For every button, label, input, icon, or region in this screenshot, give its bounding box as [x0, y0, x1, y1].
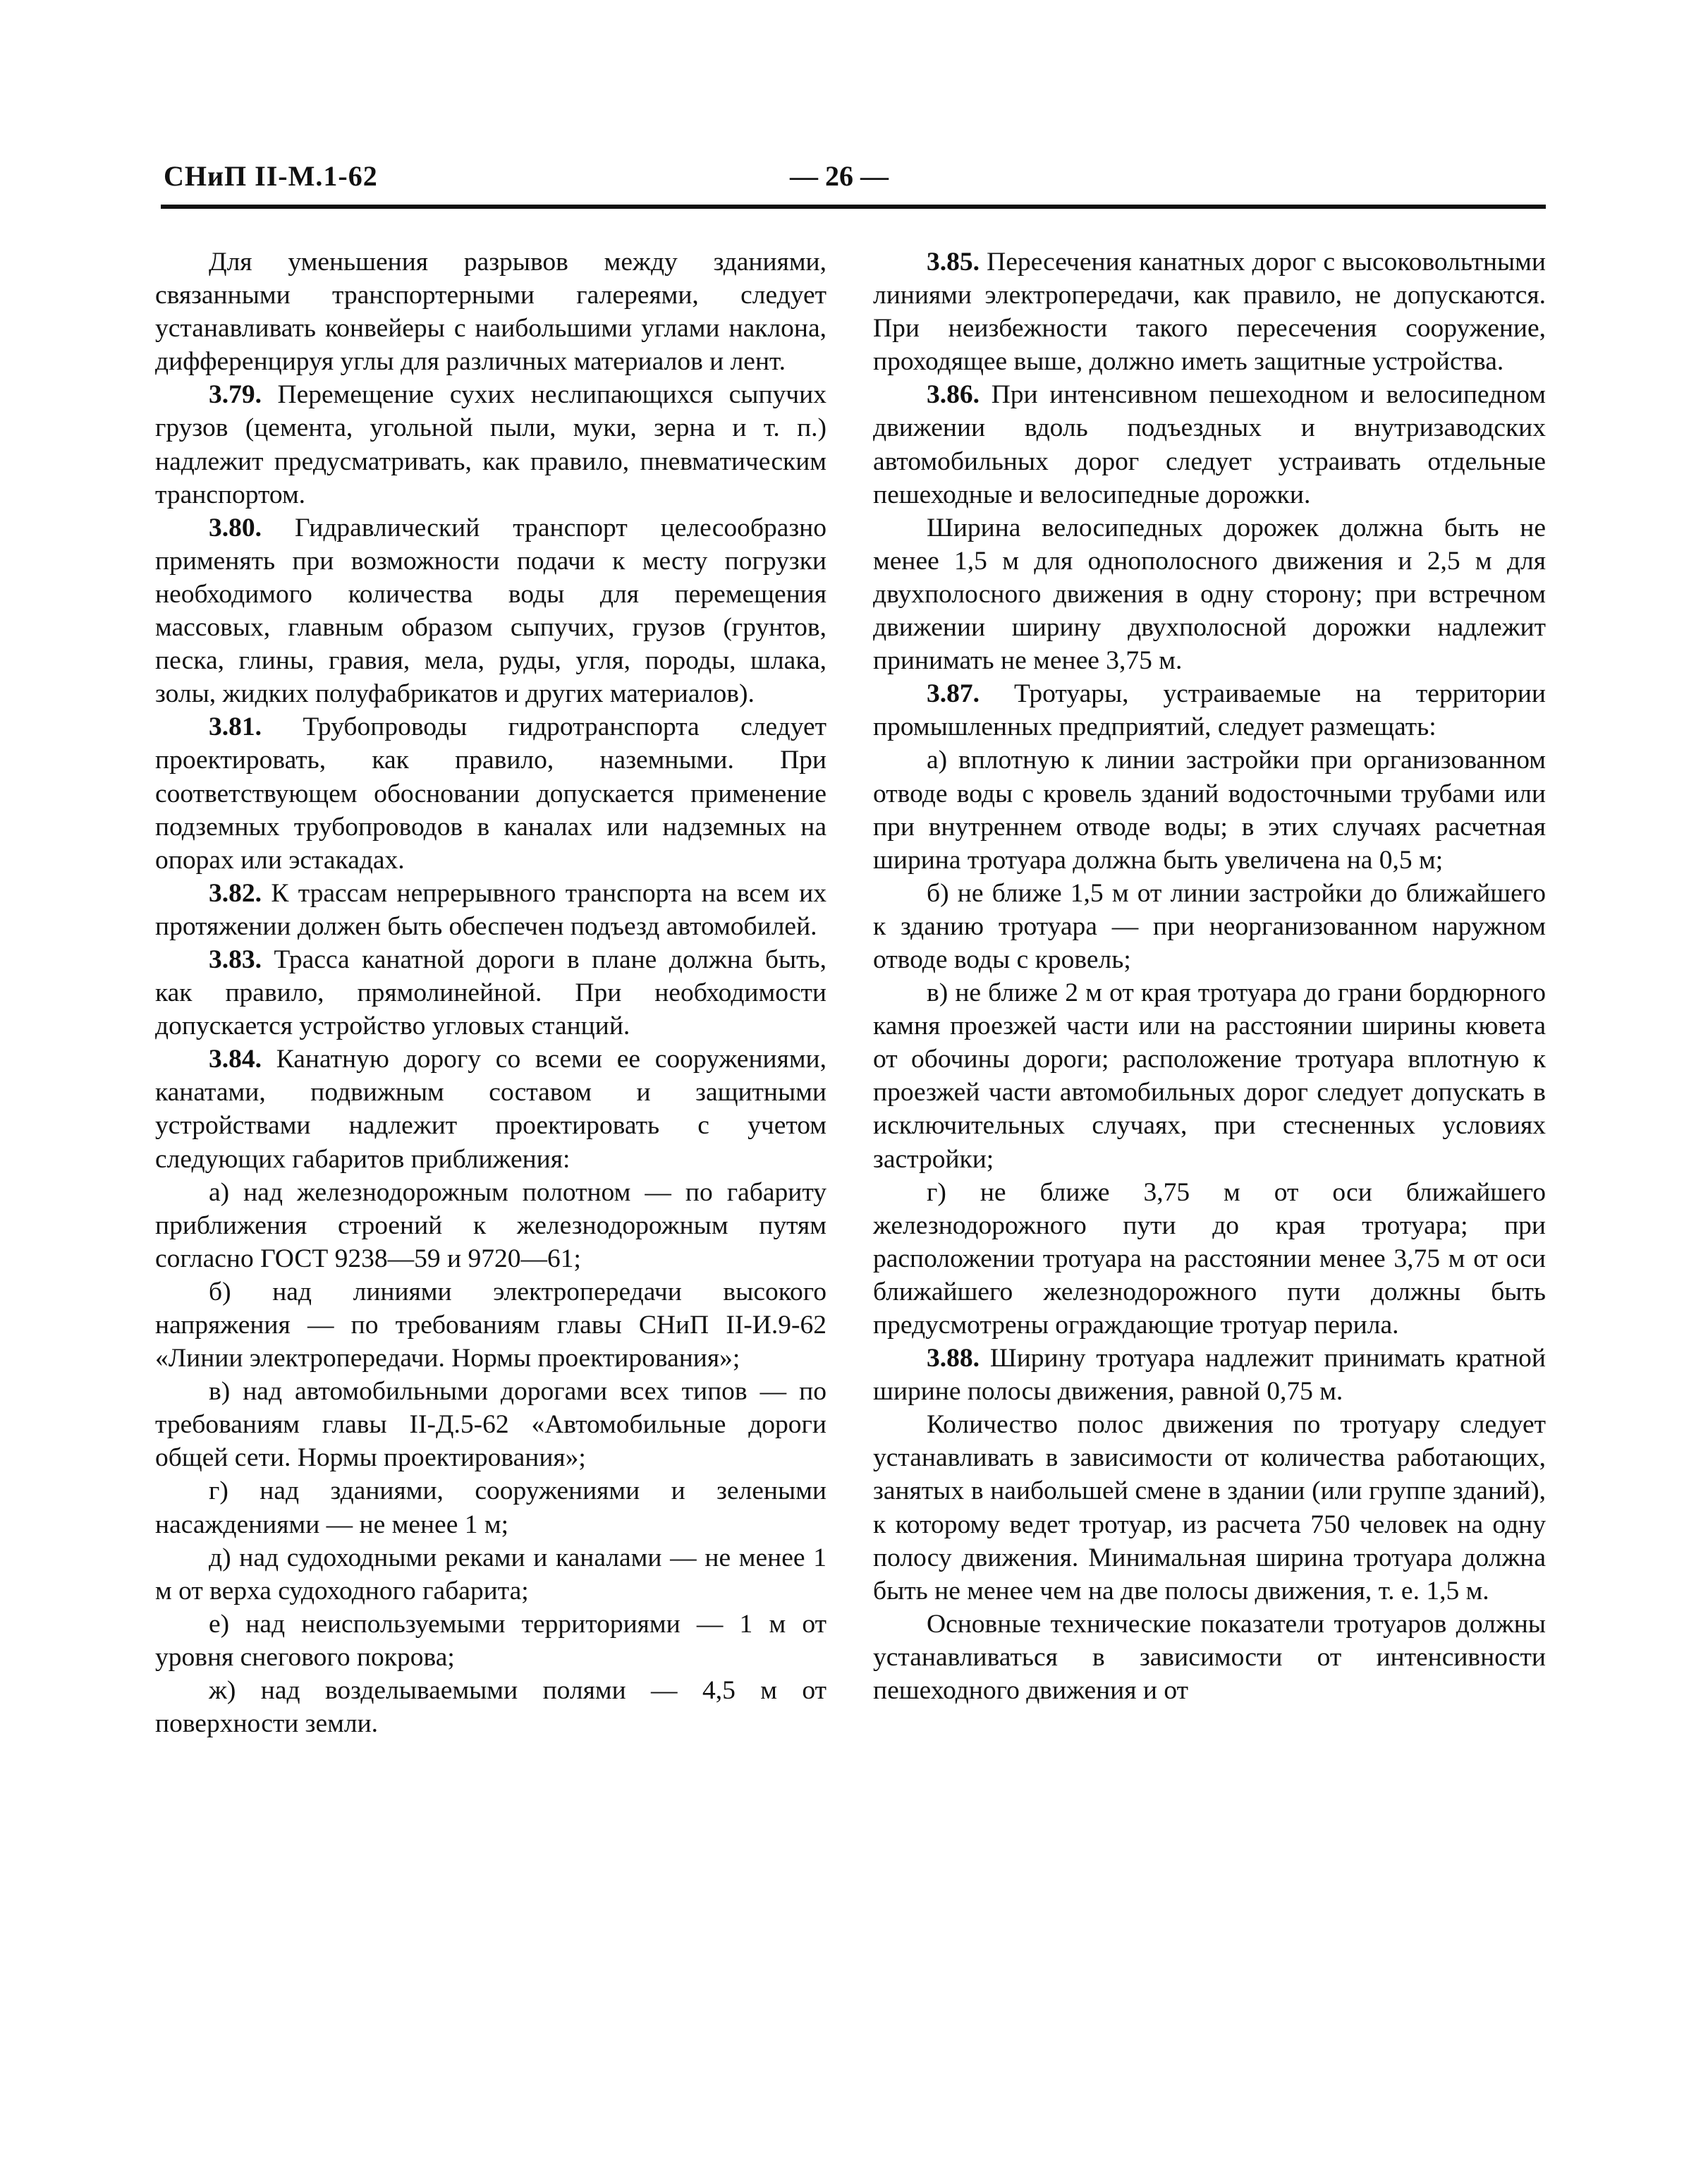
clause-number: 3.88.: [927, 1344, 980, 1373]
paragraph-text: Перемещение сухих неслипающихся сыпучих грузов (цемента, угольной пыли, муки, зерна и т. п.) надлежит предусматривать, как правило, пневматическим транспортом.: [155, 380, 826, 509]
paragraph: [155, 378, 826, 511]
paragraph: [873, 1408, 1546, 1608]
paragraph-text: а) над железнодорожным полотном — по габариту приближения строений к железнодорожным путям согласно ГОСТ 9238—59 и 9720—61;: [155, 1177, 826, 1273]
clause-number: 3.83.: [209, 945, 262, 974]
list-item: [155, 1541, 826, 1608]
paragraph: [873, 378, 1546, 511]
paragraph: [155, 511, 826, 711]
paragraph: [155, 877, 826, 943]
header-rule: [161, 205, 1546, 209]
paragraph-text: ж) над возделываемыми полями — 4,5 м от поверхности земли.: [155, 1676, 826, 1739]
list-item: [873, 1176, 1546, 1342]
clause-number: 3.81.: [209, 712, 262, 742]
paragraph-text: г) не ближе 3,75 м от оси ближайшего железнодорожного пути до края тротуара; при расположении тротуара на расстоянии менее 3,75 м от оси ближайшего железнодорожного пути должны быть предусмотрены ограждающие тротуар перила.: [873, 1177, 1546, 1340]
paragraph-text: Ширина велосипедных дорожек должна быть не менее 1,5 м для однополосного движения и 2,5 м для двухполосного движения в одну сторону; при встречном движении ширину двухполосной дорожки надлежит принимать не менее 3,75 м.: [873, 513, 1546, 676]
page-number: — 26 —: [790, 160, 889, 192]
paragraph-text: б) над линиями электропередачи высокого напряжения — по требованиям главы СНиП II-И.9-62 «Линии электропередачи. Нормы проектирования»;: [155, 1277, 826, 1373]
list-item: [873, 743, 1546, 876]
paragraph: [155, 943, 826, 1043]
list-item: [873, 877, 1546, 976]
paragraph: [873, 1608, 1546, 1707]
clause-number: 3.82.: [209, 878, 262, 908]
paragraph-text: д) над судоходными реками и каналами — не менее 1 м от верха судоходного габарита;: [155, 1543, 826, 1605]
paragraph-text: Количество полос движения по тротуару следует устанавливать в зависимости от количества работающих, занятых в наибольшей смене в здании (или группе зданий), к которому ведет тротуар, из расчета 750 человек на одну полосу движения. Минимальная ширина тротуара должна быть не менее чем на две полосы движения, т. е. 1,5 м.: [873, 1410, 1546, 1605]
paragraph-text: Основные технические показатели тротуаров должны устанавливаться в зависимости от интенсивности пешеходного движения и от: [873, 1609, 1546, 1706]
clause-number: 3.85.: [927, 248, 980, 277]
paragraph: [873, 1342, 1546, 1408]
paragraph-text: в) над автомобильными дорогами всех типов — по требованиям главы II-Д.5-62 «Автомобильные дороги общей сети. Нормы проектирования»;: [155, 1377, 826, 1473]
paragraph: [155, 1043, 826, 1175]
paragraph-text: е) над неиспользуемыми территориями — 1 м от уровня снегового покрова;: [155, 1609, 826, 1672]
paragraph-text: Трасса канатной дороги в плане должна быть, как правило, прямолинейной. При необходимости допускается устройство угловых станций.: [155, 945, 826, 1041]
list-item: [155, 1275, 826, 1375]
paragraph-text: Гидравлический транспорт целесообразно применять при возможности подачи к месту погрузки необходимого количества воды для перемещения массовых, главным образом сыпучих, грузов (грунтов, песка, глины, гравия, мела, руды, угля, породы, шлака, золы, жидких полуфабрикатов и других материалов).: [155, 513, 826, 709]
page-header: [164, 159, 1544, 202]
paragraph: [873, 245, 1546, 378]
paragraph-text: Трубопроводы гидротранспорта следует проектировать, как правило, наземными. При соответствующем обосновании допускается применение подземных трубопроводов в каналах или надземных на опорах или эстакадах.: [155, 712, 826, 875]
list-item: [155, 1474, 826, 1541]
paragraph-text: Канатную дорогу со всеми ее сооружениями, канатами, подвижным составом и защитными устройствами надлежит проектировать с учетом следующих габаритов приближения:: [155, 1045, 826, 1174]
paragraph-text: К трассам непрерывного транспорта на всем их протяжении должен быть обеспечен подъезд автомобилей.: [155, 878, 826, 941]
paragraph: [155, 710, 826, 876]
clause-number: 3.87.: [927, 679, 980, 709]
paragraph-text: При интенсивном пешеходном и велосипедном движении вдоль подъездных и внутризаводских автомобильных дорог следует устраивать отдельные пешеходные и велосипедные дорожки.: [873, 380, 1546, 509]
paragraph-text: Пересечения канатных дорог с высоковольтными линиями электропередачи, как правило, не допускаются. При неизбежности такого пересечения сооружение, проходящее выше, должно иметь защитные устройства.: [873, 248, 1546, 377]
right-column: [873, 245, 1546, 1707]
paragraph-text: а) вплотную к линии застройки при организованном отводе воды с кровель зданий водосточными трубами или при внутреннем отводе воды; в этих случаях расчетная ширина тротуара должна быть увеличена на 0,5 м;: [873, 746, 1546, 875]
paragraph-text: Для уменьшения разрывов между зданиями, связанными транспортерными галереями, следует устанавливать конвейеры с наибольшими углами наклона, дифференцируя углы для различных материалов и лент.: [155, 248, 826, 377]
clause-number: 3.84.: [209, 1045, 262, 1074]
document-code: СНиП II-М.1-62: [164, 160, 378, 192]
paragraph: [873, 511, 1546, 677]
list-item: [155, 1375, 826, 1474]
list-item: [155, 1608, 826, 1674]
list-item: [155, 1674, 826, 1740]
paragraph-text: б) не ближе 1,5 м от линии застройки до ближайшего к зданию тротуара — при неорганизованном наружном отводе воды с кровель;: [873, 878, 1546, 974]
list-item: [873, 976, 1546, 1176]
clause-number: 3.86.: [927, 380, 980, 410]
paragraph-text: г) над зданиями, сооружениями и зелеными насаждениями — не менее 1 м;: [155, 1476, 826, 1539]
left-column: [155, 245, 826, 1740]
paragraph: [155, 245, 826, 378]
paragraph-text: Тротуары, устраиваемые на территории промышленных предприятий, следует размещать:: [873, 679, 1546, 742]
list-item: [155, 1176, 826, 1275]
clause-number: 3.79.: [209, 380, 262, 410]
paragraph-text: Ширину тротуара надлежит принимать кратной ширине полосы движения, равной 0,75 м.: [873, 1344, 1546, 1407]
paragraph: [873, 677, 1546, 743]
paragraph-text: в) не ближе 2 м от края тротуара до грани бордюрного камня проезжей части или на расстоянии ширины кювета от обочины дороги; расположение тротуара вплотную к проезжей части автомобильных дорог следует допускать в исключительных случаях, при стесненных условиях застройки;: [873, 978, 1546, 1174]
clause-number: 3.80.: [209, 513, 262, 542]
